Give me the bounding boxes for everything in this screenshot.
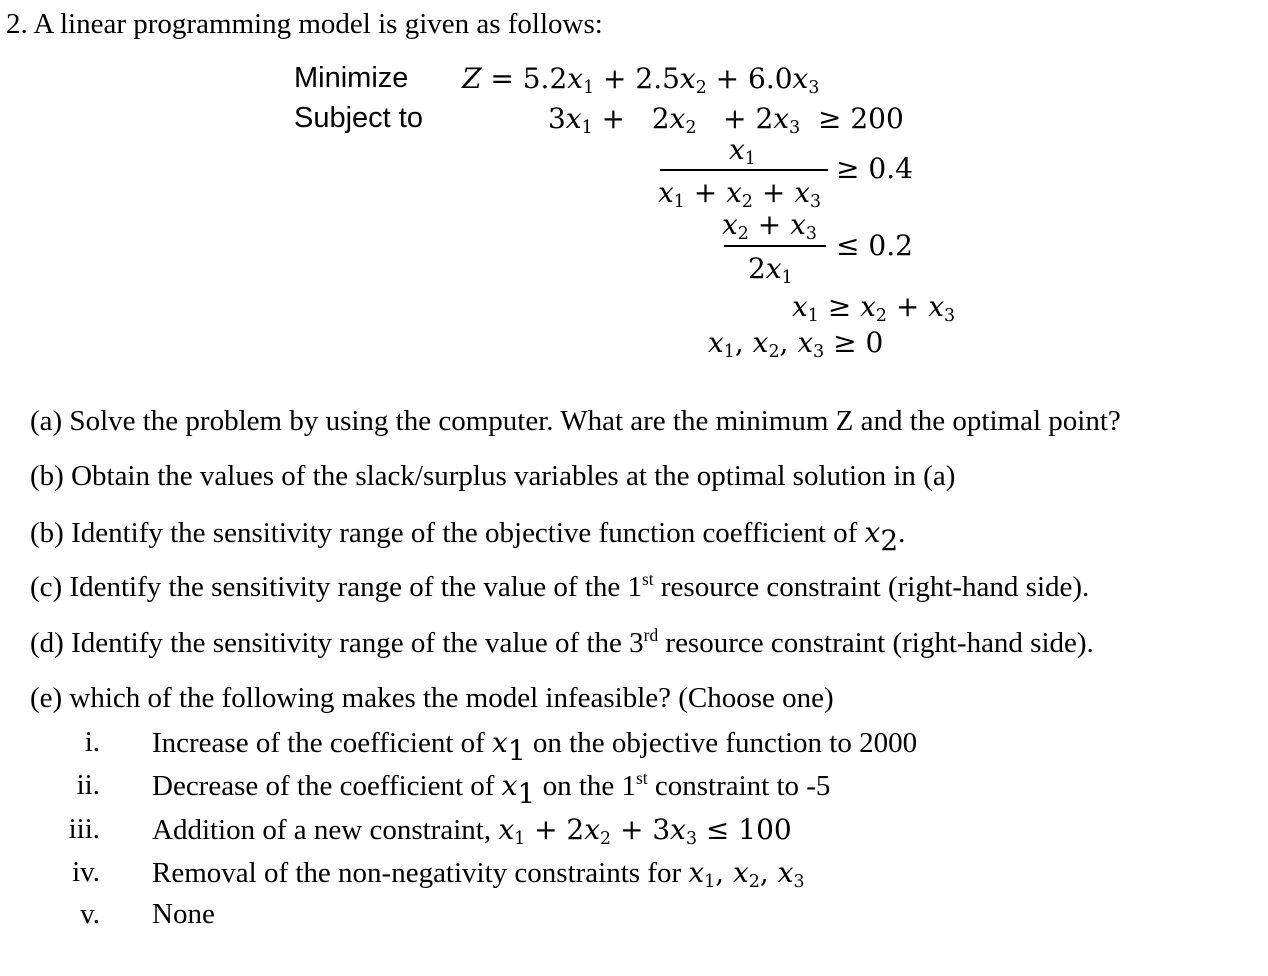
option-iv: Removal of the non-negativity constraints for $x_1$, $x_2$, $x_3$: [152, 856, 805, 892]
minimize-label: Minimize: [294, 62, 409, 94]
objective-function: $Z = 5.2x_1 + 2.5x_2 + 6.0x_3$: [462, 62, 820, 98]
constraint-3-numerator: $x_2 + x_3$: [722, 208, 817, 244]
option-i-number: i.: [84, 726, 100, 758]
question-d: (d) Identify the sensitivity range of the value of the 3rd resource constraint (right-hand side).: [30, 625, 1094, 659]
question-b2: (b) Identify the sensitivity range of the objective function coefficient of $x_2$.: [30, 516, 906, 557]
option-iv-number: iv.: [72, 856, 100, 888]
constraint-4: $x_1 \ge x_2 + x_3$: [792, 290, 956, 326]
subject-to-label: Subject to: [294, 102, 423, 134]
constraint-3-rhs: ≤ 0.2: [836, 229, 913, 262]
option-ii: Decrease of the coefficient of $x_1$ on the 1st constraint to -5: [152, 768, 831, 810]
option-v-number: v.: [80, 898, 100, 930]
question-c: (c) Identify the sensitivity range of the value of the 1st resource constraint (right-hand side).: [30, 569, 1090, 603]
option-v: None: [152, 898, 215, 930]
option-i: Increase of the coefficient of $x_1$ on the objective function to 2000: [152, 726, 918, 767]
problem-heading: 2. A linear programming model is given as follows:: [6, 8, 603, 40]
option-iii-number: iii.: [68, 813, 100, 845]
question-a: (a) Solve the problem by using the computer. What are the minimum Z and the optimal point?: [30, 405, 1121, 437]
constraint-2-fraction-bar: [660, 169, 828, 171]
constraint-2-rhs: ≥ 0.4: [836, 152, 913, 185]
constraint-2-denominator: $x_1 + x_2 + x_3$: [658, 176, 822, 212]
constraint-3-fraction-bar: [724, 245, 826, 247]
question-e: (e) which of the following makes the model infeasible? (Choose one): [30, 682, 834, 714]
option-iii: Addition of a new constraint, $x_1 + 2x_2 + 3x_3 \le 100$: [152, 813, 792, 849]
option-ii-number: ii.: [76, 769, 100, 801]
question-b1: (b) Obtain the values of the slack/surplus variables at the optimal solution in (a): [30, 460, 956, 492]
constraint-1: $3x_1 + 2x_2 + 2x_3 \ge 200$: [548, 102, 904, 138]
constraint-3-denominator: $2x_1$: [748, 252, 793, 288]
non-negativity-constraint: $x_1$, $x_2$, $x_3 \ge 0$: [708, 326, 884, 362]
constraint-2-numerator: $x_1$: [729, 133, 756, 169]
